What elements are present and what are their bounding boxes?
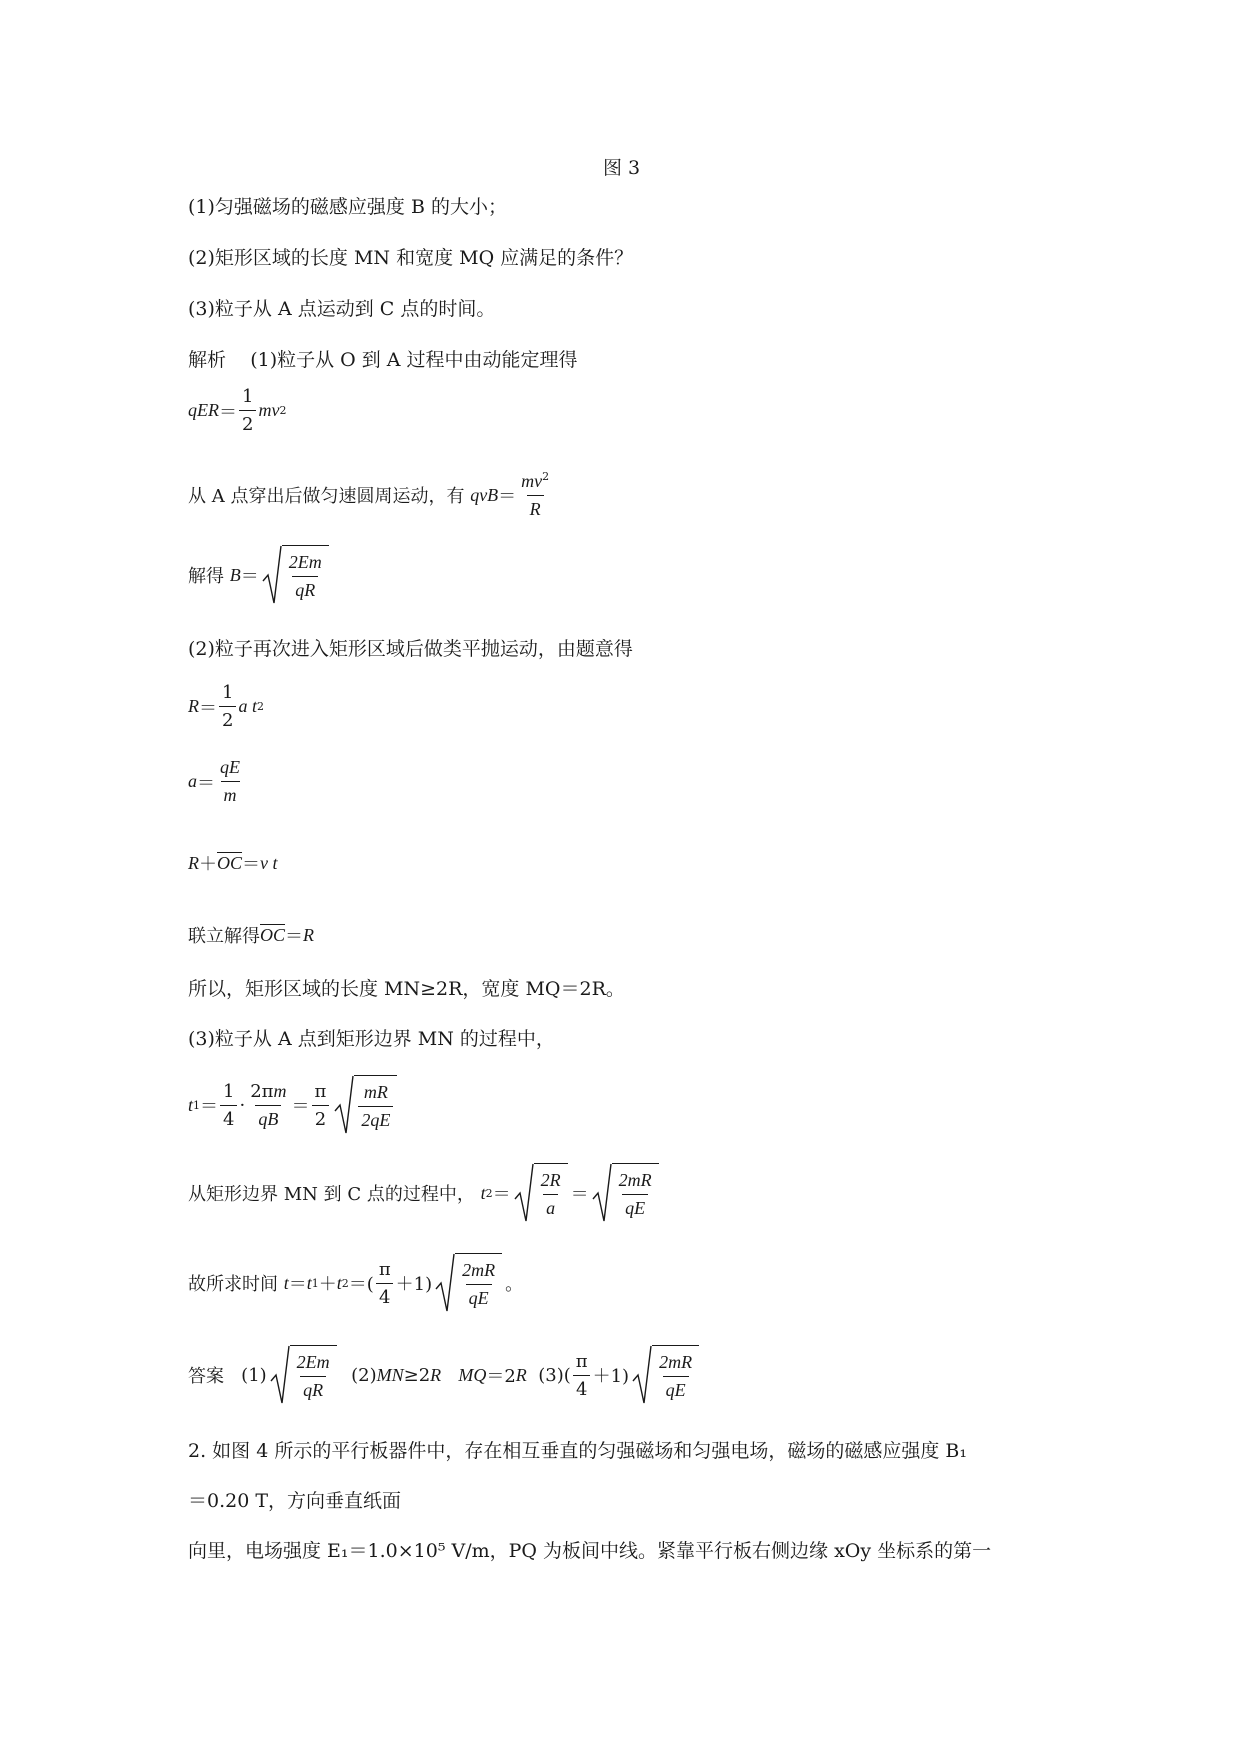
s2-solve-label: 联立解得	[188, 926, 260, 947]
answer-label: 答案	[188, 1366, 224, 1387]
s3-text2: 从矩形边界 MN 到 C 点的过程中，	[188, 1184, 475, 1205]
problem-2-line-2: ＝0.20 T，方向垂直纸面	[188, 1490, 402, 1512]
figure-caption: 图 3	[603, 157, 641, 179]
s1-text2: 从 A 点穿出后做匀速圆周运动，有	[188, 486, 465, 507]
analysis-intro: (1)粒子从 O 到 A 过程中由动能定理得	[250, 349, 578, 371]
equation-acceleration: a ＝ $\frac{qE}{m}$	[188, 757, 240, 805]
equation-b-result: 解得 B ＝ $\frac{2Em}{qR}$	[188, 545, 332, 605]
section-2-intro: (2)粒子再次进入矩形区域后做类平抛运动，由题意得	[188, 638, 633, 660]
s3-text3: 故所求时间	[188, 1274, 278, 1295]
equation-displacement: R ＝ $\frac{1}{2}$ a t 2	[188, 682, 264, 731]
equation-total-time: 故所求时间 t ＝ t 1 ＋ t 2 ＝( $\frac{\pi}{4}$ ＋1) $\frac{2mR}{qE}$ 。	[188, 1253, 523, 1313]
section-3-intro: (3)粒子从 A 点到矩形边界 MN 的过程中，	[188, 1028, 555, 1050]
answer-line: 答案 (1) $\frac{2Em}{qR}$ (2) MN ≥2 R MQ ＝2 R (3)( $\frac{\pi}{4}$ ＋1) $\frac{2mR}{qE}$	[188, 1345, 702, 1405]
equation-circular-motion: 从 A 点穿出后做匀速圆周运动，有 qvB ＝ $\frac{mv^2}{R}$	[188, 470, 550, 519]
section-2-conclusion: 所以，矩形区域的长度 MN≥2R，宽度 MQ＝2R。	[188, 978, 625, 1000]
question-2: (2)矩形区域的长度 MN 和宽度 MQ 应满足的条件？	[188, 247, 634, 269]
equation-oc-result: 联立解得 $\overline{OC}$ ＝ R	[188, 922, 314, 948]
equation-t1: t 1 ＝ $\frac{1}{4}$ · $\frac{2\pi m}{qB}$ ＝ $\frac{\pi}{2}$ $\frac{mR}{2qE}$	[188, 1075, 400, 1135]
equation-kinetic-energy: qER ＝ $\frac{1}{2}$ mv 2	[188, 386, 287, 435]
s1-solve-label: 解得	[188, 566, 224, 587]
question-1: (1)匀强磁场的磁感应强度 B 的大小；	[188, 196, 507, 218]
analysis-label: 解析	[188, 349, 227, 371]
problem-2-line-3: 向里，电场强度 E₁＝1.0×10⁵ V/m，PQ 为板间中线。紧靠平行板右侧边缘 xOy 坐标系的第一	[188, 1540, 992, 1562]
problem-2-line-1: 2. 如图 4 所示的平行板器件中，存在相互垂直的匀强磁场和匀强电场，磁场的磁感应强度 B₁	[188, 1440, 967, 1462]
equation-horizontal: R ＋ $\overline{OC}$ ＝ v t	[188, 852, 278, 875]
analysis-heading	[188, 351, 578, 370]
question-3: (3)粒子从 A 点运动到 C 点的时间。	[188, 298, 496, 320]
equation-t2: 从矩形边界 MN 到 C 点的过程中， t 2 ＝ $\frac{2R}{a}$ ＝ $\frac{2mR}{qE}$	[188, 1163, 662, 1223]
